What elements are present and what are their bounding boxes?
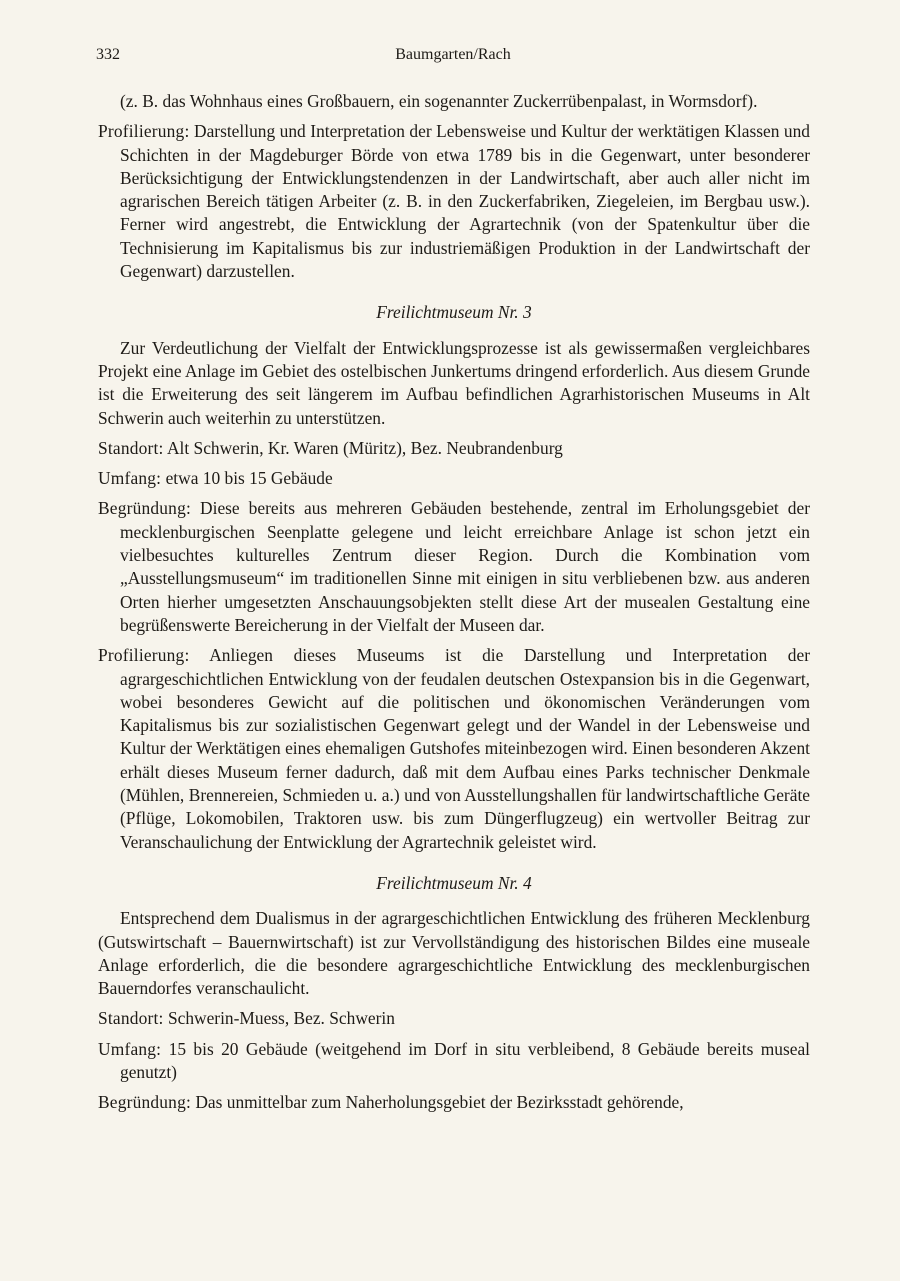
entry-text: Anliegen dieses Museums ist die Darstellung und Interpretation der agrargeschichtlichen Entwicklung von der feudalen deutschen Ostexpansion bis in die Gegenwart, wobei besonderes Gewicht auf die politischen und ökonomischen Veränderungen vom Kapitalismus bis zur sozialistischen Gegenwart gelegt und der Wandel in der Lebensweise und Kultur der Werktätigen eines ehemaligen Gutshofes miteinbezogen wird. Einen besonderen Akzent erhält dieses Museum ferner dadurch, daß mit dem Aufbau eines Parks technischer Denkmale (Mühlen, Brennereien, Schmieden u. a.) und von Ausstellungshallen für landwirtschaftliche Geräte (Pflüge, Lokomobilen, Traktoren usw. bis zum Düngerflugzeug) ein wertvoller Beitrag zur Veranschaulichung der Entwicklung der Agrartechnik geleistet wird. (120, 645, 811, 852)
entry-label: Umfang: (98, 468, 162, 489)
entry-text: 15 bis 20 Gebäude (weitgehend im Dorf in situ verbleibend, 8 Gebäude bereits museal genutzt) (120, 1038, 810, 1082)
entry-label: Begründung: (98, 1092, 192, 1113)
continuation-paragraph: (z. B. das Wohnhaus eines Großbauern, ein sogenannter Zuckerrübenpalast, in Wormsdorf). (120, 91, 758, 111)
profilierung-entry-museum-2 (98, 120, 810, 283)
umfang-entry-museum-4 (98, 1038, 810, 1085)
umfang-entry-museum-3 (98, 467, 810, 490)
header-authors: Baumgarten/Rach (395, 46, 511, 63)
entry-label: Begründung: (98, 498, 192, 519)
body-text (98, 90, 810, 1122)
section-heading-museum-4: Freilichtmuseum Nr. 4 (376, 872, 532, 893)
entry-label: Profilierung: (98, 645, 190, 666)
begruendung-entry-museum-3 (98, 497, 810, 637)
entry-text: Das unmittelbar zum Naherholungsgebiet der Bezirksstadt gehörende, (195, 1092, 684, 1113)
intro-paragraph-museum-4: Entsprechend dem Dualismus in der agrargeschichtlichen Entwicklung des früheren Mecklenburg (Gutswirtschaft – Bauernwirtschaft) ist zur Vervollständigung des historischen Bildes eine museale Anlage erforderlich, die die besondere agrargeschichtliche Entwicklung des mecklenburgischen Bauerndorfes veranschaulicht. (98, 908, 810, 999)
page-number: 332 (96, 46, 120, 63)
begruendung-entry-museum-4 (98, 1091, 810, 1114)
entry-text: etwa 10 bis 15 Gebäude (165, 468, 333, 489)
intro-paragraph-museum-3: Zur Verdeutlichung der Vielfalt der Entwicklungsprozesse ist als gewissermaßen vergleichbares Projekt eine Anlage im Gebiet des ostelbischen Junkertums dringend erforderlich. Aus diesem Grunde ist die Erweiterung des seit längerem im Aufbau befindlichen Agrarhistorischen Museums in Alt Schwerin auch weiterhin zu unterstützen. (98, 337, 810, 428)
profilierung-entry-museum-3 (98, 644, 810, 854)
entry-label: Standort: (98, 1008, 164, 1029)
entry-text: Schwerin-Muess, Bez. Schwerin (167, 1008, 395, 1029)
entry-text: Darstellung und Interpretation der Lebensweise und Kultur der werktätigen Klassen und Schichten in der Magdeburger Börde von etwa 1789 bis in die Gegenwart, unter besonderer Berücksichtigung der Entwicklungstendenzen in der Landwirtschaft, aber auch aller nicht im agrarischen Bereich tätigen Arbeiter (z. B. in den Zuckerfabriken, Ziegeleien, im Bergbau usw.). Ferner wird angestrebt, die Entwicklung der Agrartechnik (von der Spatenkultur über die Technisierung im Kapitalismus bis zur industriemäßigen Produktion in der Landwirtschaft der Gegenwart) darzustellen. (120, 121, 810, 282)
standort-entry-museum-3 (98, 437, 810, 460)
running-header (96, 46, 810, 70)
standort-entry-museum-4 (98, 1007, 810, 1030)
entry-label: Profilierung: (98, 121, 190, 142)
entry-text: Diese bereits aus mehreren Gebäuden bestehende, zentral im Erholungsgebiet der mecklenburgischen Seenplatte gelegene und leicht erreichbare Anlage ist schon jetzt ein vielbesuchtes kulturelles Zentrum dieser Region. Durch die Kombination vom „Ausstellungsmuseum“ im traditionellen Sinne mit einigen in situ verbliebenen bzw. aus anderen Orten hierher umgesetzten Anschauungsobjekten stellt diese Art der musealen Gestaltung eine begrüßenswerte Bereicherung in der Vielfalt der Museen dar. (120, 498, 810, 635)
entry-label: Umfang: (98, 1038, 162, 1059)
entry-label: Standort: (98, 437, 164, 458)
entry-text: Alt Schwerin, Kr. Waren (Müritz), Bez. Neubrandenburg (166, 437, 563, 458)
section-heading-museum-3: Freilichtmuseum Nr. 3 (376, 302, 532, 323)
